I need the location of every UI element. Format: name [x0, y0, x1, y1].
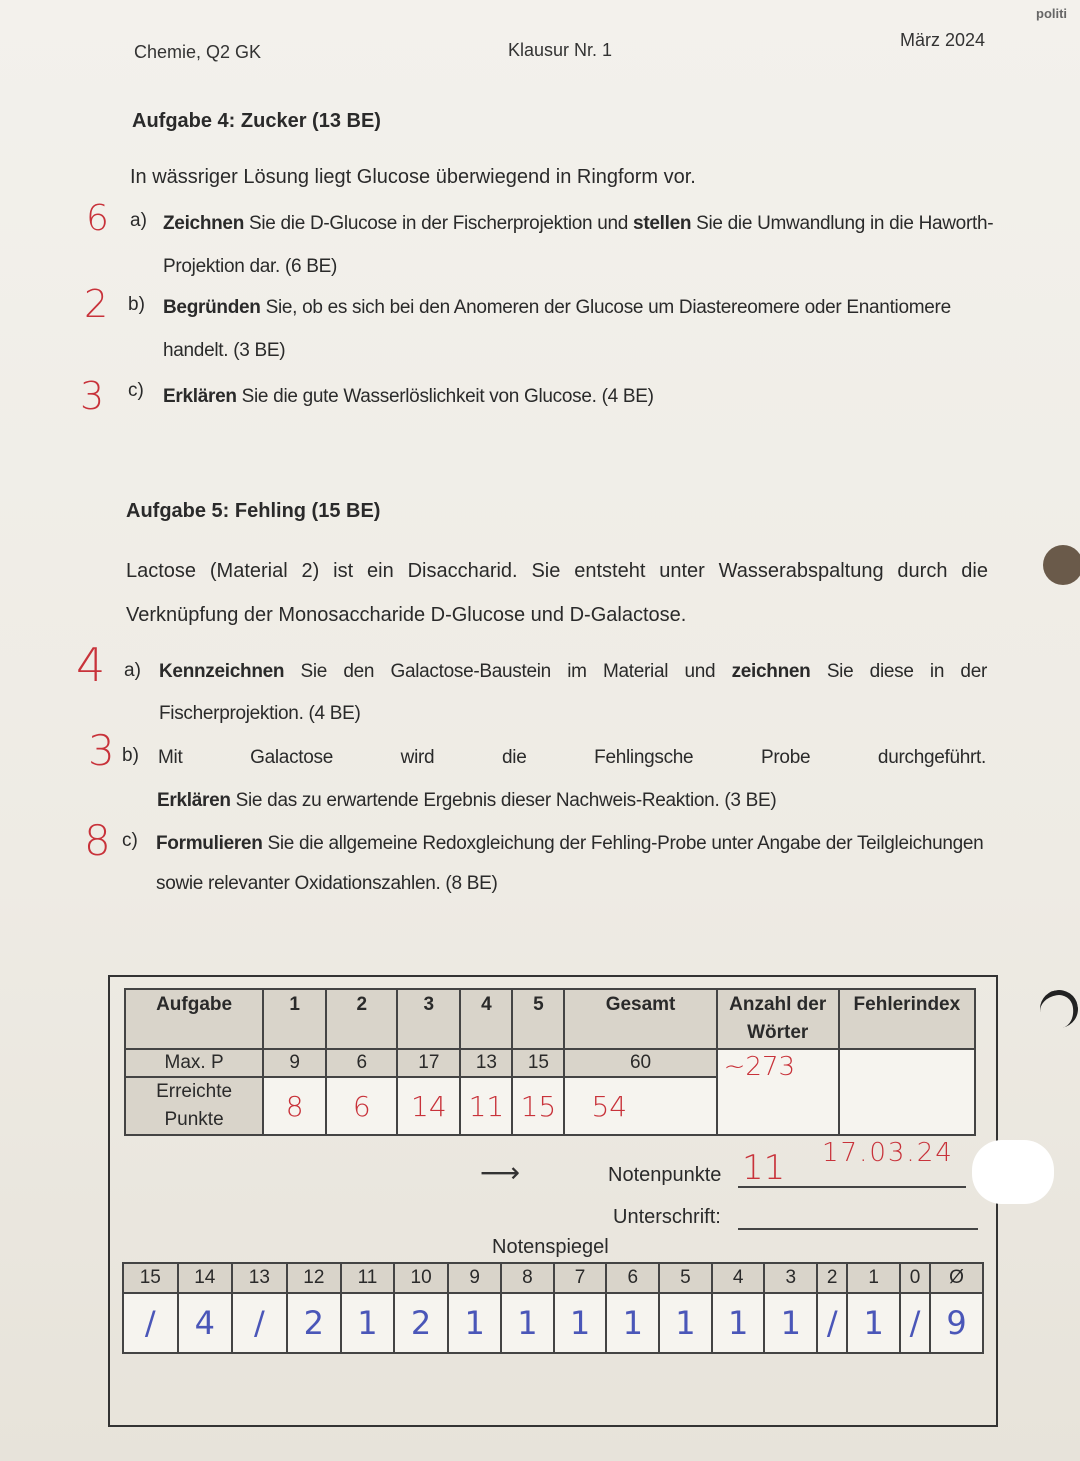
- redaction-patch: [972, 1140, 1054, 1204]
- notenspiegel-count: 4: [178, 1293, 233, 1353]
- notenspiegel-point: 13: [232, 1263, 287, 1293]
- task4b-line1: Begründen Sie, ob es sich bei den Anomeren der Glucose um Diastereomere oder Enantiomere: [163, 297, 951, 318]
- notenspiegel-point: 12: [287, 1263, 342, 1293]
- th-word-count: Anzahl der Wörter: [717, 989, 839, 1049]
- notenspiegel-point: 0: [900, 1263, 930, 1293]
- notenspiegel-count: 2: [394, 1293, 449, 1353]
- grading-table: [124, 988, 976, 1136]
- grade-label: Notenpunkte: [608, 1164, 722, 1186]
- max-points-5: 15: [512, 1049, 564, 1077]
- task5c-mark: 8: [84, 816, 111, 865]
- task4c-label: c): [128, 380, 144, 401]
- notenspiegel-count: 1: [847, 1293, 900, 1353]
- th-task-5: 5: [512, 989, 564, 1049]
- task5b-mark: 3: [88, 726, 115, 775]
- notenspiegel-point: 7: [554, 1263, 607, 1293]
- word-count-value: ~273: [723, 1052, 796, 1082]
- achieved-total: 54: [564, 1077, 716, 1135]
- notenspiegel-point: 11: [341, 1263, 394, 1293]
- notenspiegel-point: 8: [501, 1263, 554, 1293]
- notenspiegel-point: 10: [394, 1263, 449, 1293]
- task5a-line2: Fischerprojektion. (4 BE): [159, 703, 361, 724]
- notenspiegel-point: 1: [847, 1263, 900, 1293]
- grade-value: 11: [742, 1148, 786, 1188]
- task5c-line1: Formulieren Sie die allgemeine Redoxgleichung der Fehling-Probe unter Angabe der Teilgleichungen: [156, 833, 984, 854]
- task4b-line2: handelt. (3 BE): [163, 340, 286, 361]
- word-count-cell: [717, 1049, 839, 1135]
- task4c-line1: Erklären Sie die gute Wasserlöslichkeit von Glucose. (4 BE): [163, 386, 654, 407]
- notenspiegel-point: 2: [817, 1263, 847, 1293]
- th-task: Aufgabe: [125, 989, 263, 1049]
- notenspiegel-points-row: [123, 1263, 983, 1293]
- achieved-5: 15: [512, 1077, 564, 1135]
- notenspiegel-point: 9: [448, 1263, 501, 1293]
- max-points-4: 13: [460, 1049, 512, 1077]
- exam-label: Klausur Nr. 1: [508, 40, 613, 60]
- task4b-label: b): [128, 294, 145, 315]
- task5b-label: b): [122, 745, 139, 766]
- task5c-line2: sowie relevanter Oxidationszahlen. (8 BE): [156, 873, 498, 894]
- th-task-4: 4: [460, 989, 512, 1049]
- notenspiegel-count: 1: [501, 1293, 554, 1353]
- notenspiegel-count: 1: [554, 1293, 607, 1353]
- notenspiegel-count: 9: [930, 1293, 983, 1353]
- notenspiegel-point: 6: [606, 1263, 659, 1293]
- th-error-index: Fehlerindex: [839, 989, 975, 1049]
- subject-label: Chemie, Q2 GK: [134, 42, 262, 62]
- task4b-mark: 2: [84, 282, 109, 326]
- achieved-label: Erreichte Punkte: [125, 1077, 263, 1135]
- task4a-label: a): [130, 210, 147, 231]
- notenspiegel-count: 1: [606, 1293, 659, 1353]
- signature-label: Unterschrift:: [613, 1206, 721, 1228]
- achieved-3: 14: [397, 1077, 460, 1135]
- max-points-1: 9: [263, 1049, 326, 1077]
- th-total: Gesamt: [564, 989, 716, 1049]
- error-index-cell: [839, 1049, 975, 1135]
- task5-intro2: Verknüpfung der Monosaccharide D-Glucose und D-Galactose.: [126, 604, 687, 626]
- max-points-3: 17: [397, 1049, 460, 1077]
- notenspiegel-point: 4: [712, 1263, 765, 1293]
- task4-title: Aufgabe 4: Zucker (13 BE): [132, 110, 381, 132]
- notenspiegel-point: 14: [178, 1263, 233, 1293]
- notenspiegel-point: Ø: [930, 1263, 983, 1293]
- punch-hole-upper: [1043, 545, 1080, 585]
- task5c-label: c): [122, 830, 138, 851]
- notenspiegel-point: 3: [764, 1263, 817, 1293]
- th-task-1: 1: [263, 989, 326, 1049]
- task5a-line1: Kennzeichnen Sie den Galactose-Baustein im Material und zeichnen Sie diese in der: [159, 661, 987, 682]
- notenspiegel-count: /: [817, 1293, 847, 1353]
- signature-line: [738, 1228, 978, 1230]
- date-label: März 2024: [900, 30, 986, 50]
- notenspiegel-count: 1: [712, 1293, 765, 1353]
- task4a-line1: Zeichnen Sie die D-Glucose in der Fischerprojektion und stellen Sie die Umwandlung in die Haworth-: [163, 213, 994, 234]
- notenspiegel-count: 1: [448, 1293, 501, 1353]
- task5-intro1: Lactose (Material 2) ist ein Disaccharid. Sie entsteht unter Wasserabspaltung durch die: [126, 560, 988, 582]
- max-points-2: 6: [326, 1049, 397, 1077]
- achieved-4: 11: [460, 1077, 512, 1135]
- notenspiegel-point: 5: [659, 1263, 712, 1293]
- notenspiegel-counts-row: [123, 1293, 983, 1353]
- task4c-mark: 3: [80, 374, 105, 418]
- corner-text: politi: [1036, 6, 1068, 21]
- task5a-mark: 4: [76, 638, 106, 692]
- notenspiegel-count: 1: [341, 1293, 394, 1353]
- notenspiegel-point: 15: [123, 1263, 178, 1293]
- notenspiegel-count: /: [900, 1293, 930, 1353]
- achieved-2: 6: [326, 1077, 397, 1135]
- notenspiegel-count: /: [123, 1293, 178, 1353]
- task5b-line2: Erklären Sie das zu erwartende Ergebnis dieser Nachweis-Reaktion. (3 BE): [157, 790, 777, 811]
- max-points-label: Max. P: [125, 1049, 263, 1077]
- task4-intro: In wässriger Lösung liegt Glucose überwiegend in Ringform vor.: [130, 166, 696, 188]
- task4a-mark: 6: [86, 198, 109, 239]
- task4a-line2: Projektion dar. (6 BE): [163, 256, 337, 277]
- achieved-1: 8: [263, 1077, 326, 1135]
- punch-hole-lower: [1037, 987, 1080, 1031]
- notenspiegel-count: /: [232, 1293, 287, 1353]
- notenspiegel-count: 2: [287, 1293, 342, 1353]
- notenspiegel-table: [122, 1262, 984, 1354]
- date-signed: 17.03.24: [822, 1138, 954, 1168]
- arrow: ⟶: [480, 1157, 521, 1188]
- notenspiegel-count: 1: [764, 1293, 817, 1353]
- th-task-2: 2: [326, 989, 397, 1049]
- task5-title: Aufgabe 5: Fehling (15 BE): [126, 500, 381, 522]
- th-task-3: 3: [397, 989, 460, 1049]
- max-points-total: 60: [564, 1049, 716, 1077]
- task5a-label: a): [124, 660, 141, 681]
- notenspiegel-count: 1: [659, 1293, 712, 1353]
- notenspiegel-title: Notenspiegel: [492, 1236, 609, 1258]
- task5b-line1: Mit Galactose wird die Fehlingsche Probe durchgeführt.: [158, 747, 986, 768]
